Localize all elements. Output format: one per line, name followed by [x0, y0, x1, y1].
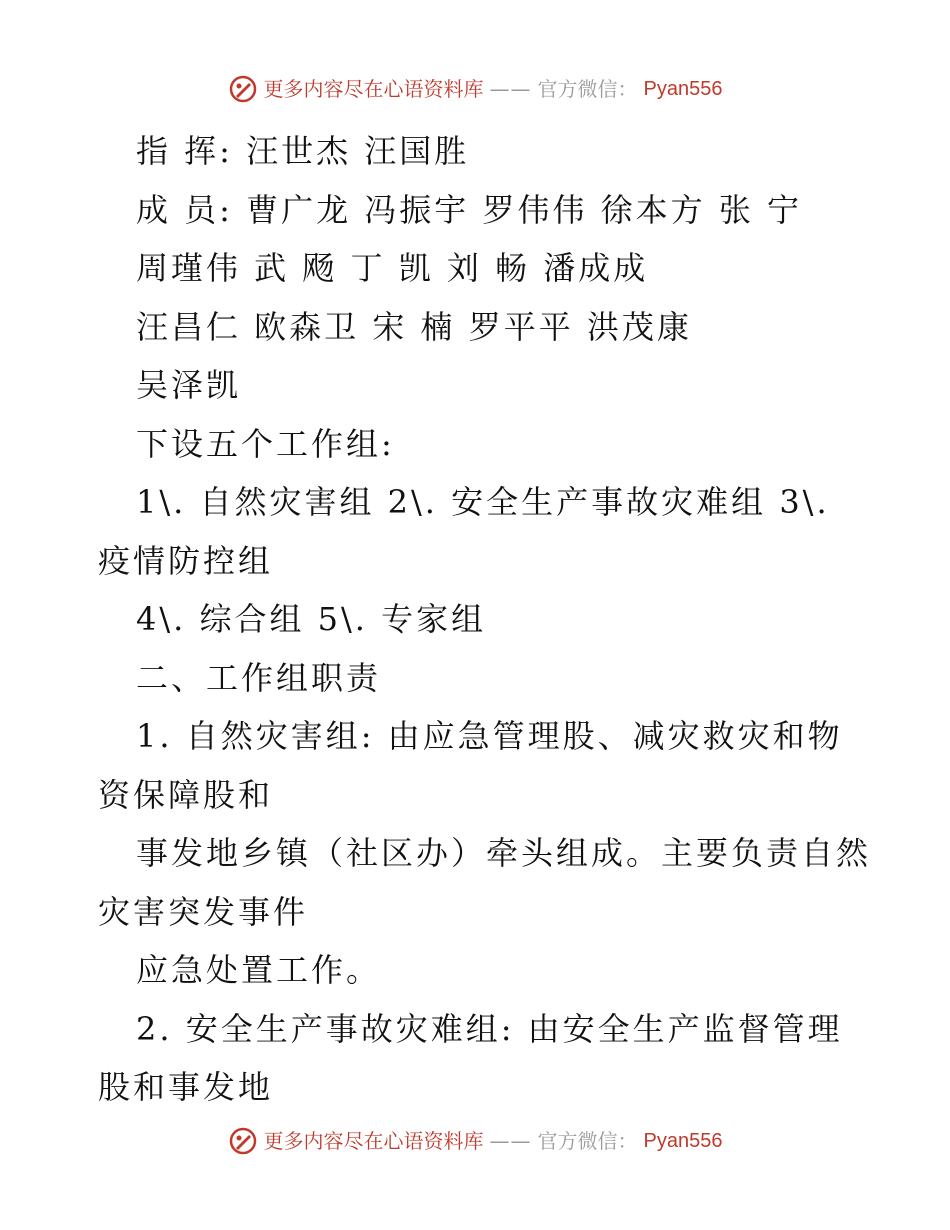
watermark-wechat-id: Pyan556: [643, 78, 723, 100]
section-heading: 二、工作组职责: [136, 658, 382, 697]
text-line: 成 员: 曹广龙 冯振宇 罗伟伟 徐本方 张 宁: [136, 190, 802, 229]
text-line: 2. 安全生产事故灾难组: 由安全生产监督管理: [136, 1009, 843, 1048]
text-line: 吴泽凯: [136, 366, 242, 404]
text-line: 灾害突发事件: [98, 892, 309, 931]
watermark-label: 官方微信：: [537, 77, 638, 101]
watermark-label: 官方微信：: [537, 1129, 638, 1153]
watermark-separator: ——: [489, 1129, 532, 1153]
watermark-brand: 更多内容尽在心语资料库: [263, 77, 484, 101]
footer-watermark: [0, 1126, 950, 1156]
header-watermark: [0, 74, 950, 104]
text-line: 指 挥: 汪世杰 汪国胜: [136, 132, 470, 170]
text-line: 疫情防控组: [98, 541, 274, 580]
watermark-brand: 更多内容尽在心语资料库: [263, 1129, 484, 1153]
text-line: 应急处置工作。: [136, 951, 382, 989]
watermark-wechat-id: Pyan556: [643, 1130, 723, 1152]
text-line: 1\. 自然灾害组 2\. 安全生产事故灾难组 3\.: [136, 483, 830, 521]
text-line: 周瑾伟 武 飏 丁 凯 刘 畅 潘成成: [136, 249, 649, 287]
text-line: 资保障股和: [98, 775, 274, 814]
text-line: 下设五个工作组:: [136, 424, 395, 463]
text-line: 事发地乡镇（社区办）牵头组成。主要负责自然: [136, 834, 872, 872]
text-line: 4\. 综合组 5\. 专家组: [136, 600, 487, 638]
text-line: 股和事发地: [98, 1068, 274, 1106]
watermark-separator: ——: [489, 77, 532, 101]
seal-logo-icon: [228, 1126, 258, 1156]
seal-logo-icon: [228, 74, 258, 104]
text-line: 汪昌仁 欧森卫 宋 楠 罗平平 洪茂康: [136, 307, 692, 346]
document-body: [98, 122, 872, 1117]
text-line: 1. 自然灾害组: 由应急管理股、减灾救灾和物: [136, 717, 843, 755]
